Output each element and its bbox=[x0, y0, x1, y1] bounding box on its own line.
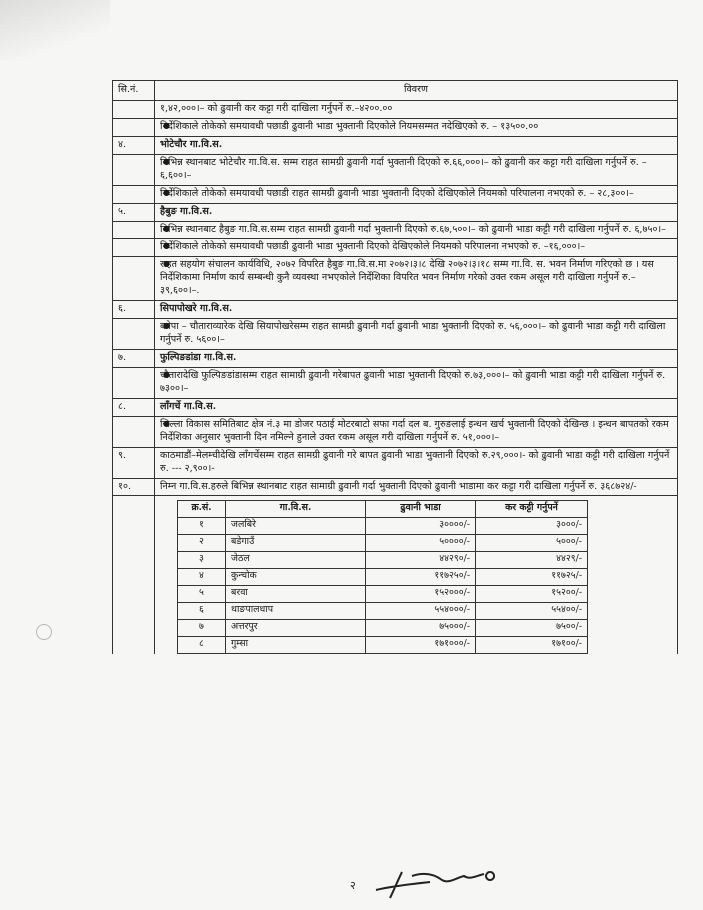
bullet-item-text: ● बिभिन्न स्थानबाट हैबुङ गा.वि.स.सम्म राहत सामग्री ढुवानी गर्दा भुक्तानी दिएको रु.६७,५००।– को ढुवानी भाडा कट्टी गरी दाखिला गर्नुपर्ने रु. ६,७५०।– bbox=[155, 221, 678, 239]
bullet-item-text: ● चौतारादेखि फुल्पिङडांडासम्म राहत सामाग्री ढुवानी गरेबापत ढुवानी भाडा भुक्तानी दिएको रु.७३,०००।– को ढुवानी भाडा कट्टी गरी दाखिला गर्नुपर्ने रु. ७३००।– bbox=[155, 367, 678, 398]
sub-table-cell-value: १७१००/- bbox=[476, 637, 588, 654]
row-sn bbox=[113, 319, 155, 350]
row-sn: ७. bbox=[113, 350, 155, 368]
sub-table-row bbox=[113, 496, 678, 655]
bullet-item-text: ● बिभिन्न स्थानबाट भोटेचौर गा.वि.स. सम्म राहत सामग्री ढुवानी गर्दा भुक्तानी दिएको रु.६६,०००।– को ढुवानी कर कट्टा गरी दाखिला गर्नुपर्ने रु. – ६,६००।– bbox=[155, 154, 678, 185]
sub-table-cell-value: जलबिरे bbox=[226, 518, 366, 535]
row-sn: ९. bbox=[113, 447, 155, 478]
sub-table-data-row bbox=[178, 518, 588, 535]
row-sn bbox=[113, 221, 155, 239]
sub-table-cell-value: १७१०००/- bbox=[366, 637, 476, 654]
section-title: लाँगर्चे गा.वि.स. bbox=[155, 398, 678, 416]
section-title: हैबुङ गा.वि.स. bbox=[155, 203, 678, 221]
numbered-item-text: काठमाडौं–मेलम्चीदेखि लाँगर्चेसम्म राहत सामग्री ढुवानी गरे बापत ढुवानी भाडा भुक्तानी दिएको रु.२९,०००।- को ढुवानी भाडा कट्टी गरी दाखिला गर्नुपर्ने रु. --- २,९००।- bbox=[155, 447, 678, 478]
page-number: २ bbox=[350, 879, 356, 892]
table-row bbox=[113, 203, 678, 221]
continued-text: १,४२,०००।– को ढुवानी कर कट्टा गरी दाखिला गर्नुपर्ने रु.–४२००.०० bbox=[155, 100, 678, 118]
sub-table-cell-value: ५००००/- bbox=[366, 535, 476, 552]
sub-table-cell-value: ५ bbox=[178, 586, 226, 603]
sub-table-cell-value: अत्तरपुर bbox=[226, 620, 366, 637]
sub-table-header-cell: गा.वि.स. bbox=[226, 501, 366, 518]
bullet-item-text: ● निर्देशिकाले तोकेको समयावधी पछाडी राहत सामग्री ढुवानी भाडा भुक्तानी दिएको देखिएकोले नियमको परिपालना नभएको रु. – २८,३००।– bbox=[155, 185, 678, 203]
sub-table-cell-value: ५५४०००/- bbox=[366, 603, 476, 620]
sub-table-cell-value: ८ bbox=[178, 637, 226, 654]
sub-table-cell-value: ७ bbox=[178, 620, 226, 637]
table-row bbox=[113, 447, 678, 478]
sub-table-header-cell: क्र.सं. bbox=[178, 501, 226, 518]
sub-table-cell-value: ३०००/- bbox=[476, 518, 588, 535]
audit-table-body bbox=[113, 100, 678, 654]
sub-table-header-cell: कर कट्टी गर्नुपर्ने bbox=[476, 501, 588, 518]
numbered-item-text: निम्न गा.वि.स.हरुले बिभिन्न स्थानबाट राहत सामाग्री ढुवानी गर्दा भुक्तानी दिएको ढुवानी भाडामा कर कट्टा गरी दाखिला गर्नुपर्ने रु. ३६८७२४/- bbox=[155, 478, 678, 496]
sub-table-cell-value: १५२०००/- bbox=[366, 586, 476, 603]
table-row bbox=[113, 319, 678, 350]
section-title: सिपापोखरे गा.वि.स. bbox=[155, 301, 678, 319]
sub-table-cell-value: जेठल bbox=[226, 552, 366, 569]
row-sn bbox=[113, 367, 155, 398]
bullet-item-text: ● निर्देशिकाले तोकेको समयावधी पछाडी ढुवानी भाडा भुक्तानी दिएको देखिएकोले नियमको परिपालना नभएको रु. –१६,०००।– bbox=[155, 239, 678, 257]
sub-table-cell-value: बरवा bbox=[226, 586, 366, 603]
bullet-item-text: ● राहत सहयोग संचालन कार्यविधि, २०७२ विपरित हैबुङ गा.वि.स.मा २०७२।३।८ देखि २०७२।३।१८ सम्म गा.वि. स. भवन निर्माण गरिएको छ । यस निर्देशिकामा निर्माण कार्य सम्बन्धी कुनै व्यवस्था नभएकोले निर्देशिका विपरित भवन निर्माण गरेको उक्त रकम असूल गरी दाखिला गर्नुपर्ने रु.– ३९,६००।–. bbox=[155, 257, 678, 301]
sub-table-cell-value: २ bbox=[178, 535, 226, 552]
table-row bbox=[113, 478, 678, 496]
table-row bbox=[113, 100, 678, 118]
row-sn: १०. bbox=[113, 478, 155, 496]
table-row bbox=[113, 367, 678, 398]
sub-table-data-row bbox=[178, 569, 588, 586]
row-sn bbox=[113, 185, 155, 203]
sub-table-cell-value: ११७२५/- bbox=[476, 569, 588, 586]
row-sn bbox=[113, 154, 155, 185]
bullet-item-text: ● निर्देशिकाले तोकेको समयावधी पछाडी ढुवानी भाडा भुक्तानी दिएकोले नियमसम्मत नदेखिएको रु. – १३५००.०० bbox=[155, 118, 678, 136]
sub-table-cell-value: गुम्सा bbox=[226, 637, 366, 654]
section-title: फुल्पिङडांडा गा.वि.स. bbox=[155, 350, 678, 368]
table-row bbox=[113, 257, 678, 301]
bullet-item-text: ● बनेपा – चौताराव्यारेक देखि सियापोखरेसम्म राहत सामग्री ढुवानी गर्दा ढुवानी भाडा भुक्तानी दिएको रु. ५६,०००।– को ढुवानी भाडा कट्टी गरी दाखिला गर्नुपर्ने रु. ५६००।– bbox=[155, 319, 678, 350]
row-sn bbox=[113, 257, 155, 301]
table-header-row bbox=[113, 81, 678, 101]
sub-table-cell-value: ६ bbox=[178, 603, 226, 620]
table-row bbox=[113, 301, 678, 319]
sub-table-cell-value: १ bbox=[178, 518, 226, 535]
sub-table-cell-value: बडेगाउँ bbox=[226, 535, 366, 552]
row-sn bbox=[113, 496, 155, 655]
sub-table-cell-value: ४ bbox=[178, 569, 226, 586]
row-sn: ६. bbox=[113, 301, 155, 319]
table-row bbox=[113, 118, 678, 136]
table-row bbox=[113, 154, 678, 185]
table-row bbox=[113, 239, 678, 257]
sub-table-data-row bbox=[178, 637, 588, 654]
sub-table-cell-value: ३ bbox=[178, 552, 226, 569]
audit-table bbox=[112, 80, 678, 654]
table-row bbox=[113, 136, 678, 154]
sub-table-data-row bbox=[178, 603, 588, 620]
header-sn: सि.नं. bbox=[113, 81, 155, 101]
table-row bbox=[113, 350, 678, 368]
sub-table-cell-value: ११७२५०/- bbox=[366, 569, 476, 586]
row-sn bbox=[113, 100, 155, 118]
sub-table-data-row bbox=[178, 535, 588, 552]
bullet-item-text: ● जिल्ला विकास समितिबाट क्षेत्र नं.३ मा डोजर पठाई मोटरबाटो सफा गर्दा दल ब. गुरुङलाई इन्धन खर्च भुक्तानी दिएको देखिन्छ । इन्धन बापतको रकम निर्देशिका अनुसार भुक्तानी दिन नमिल्ने हुनाले उक्त रकम असूल गरी दाखिला गर्नुपर्ने रु. ५१,०००।– bbox=[155, 416, 678, 447]
sub-table-cell-value: १५२००/- bbox=[476, 586, 588, 603]
table-row bbox=[113, 221, 678, 239]
sub-table-cell bbox=[155, 496, 678, 655]
row-sn bbox=[113, 239, 155, 257]
signature bbox=[372, 866, 522, 902]
row-sn bbox=[113, 416, 155, 447]
sub-table-header bbox=[178, 501, 588, 518]
sub-table-cell-value: ४४२९/- bbox=[476, 552, 588, 569]
header-description: विवरण bbox=[155, 81, 678, 101]
sub-table-cell-value: ५०००/- bbox=[476, 535, 588, 552]
sub-table-cell-value: ५५४००/- bbox=[476, 603, 588, 620]
table-row bbox=[113, 416, 678, 447]
sub-table-data-row bbox=[178, 620, 588, 637]
punch-hole bbox=[36, 624, 52, 640]
vdc-freight-table bbox=[177, 500, 588, 654]
page-fold-shadow bbox=[0, 0, 110, 60]
sub-table-data-row bbox=[178, 586, 588, 603]
sub-table-cell-value: कुन्चोक bbox=[226, 569, 366, 586]
row-sn: ५. bbox=[113, 203, 155, 221]
sub-table-cell-value: ३००००/- bbox=[366, 518, 476, 535]
row-sn: ४. bbox=[113, 136, 155, 154]
sub-table-cell-value: ७५०००/- bbox=[366, 620, 476, 637]
row-sn bbox=[113, 118, 155, 136]
table-row bbox=[113, 185, 678, 203]
section-title: भोटेचौर गा.वि.स. bbox=[155, 136, 678, 154]
table-row bbox=[113, 398, 678, 416]
sub-table-cell-value: ४४२९०/- bbox=[366, 552, 476, 569]
sub-table-cell-value: ७५००/- bbox=[476, 620, 588, 637]
sub-table-header-cell: ढुवानी भाडा bbox=[366, 501, 476, 518]
sub-table-data-row bbox=[178, 552, 588, 569]
row-sn: ८. bbox=[113, 398, 155, 416]
sub-table-cell-value: थाङपालधाप bbox=[226, 603, 366, 620]
